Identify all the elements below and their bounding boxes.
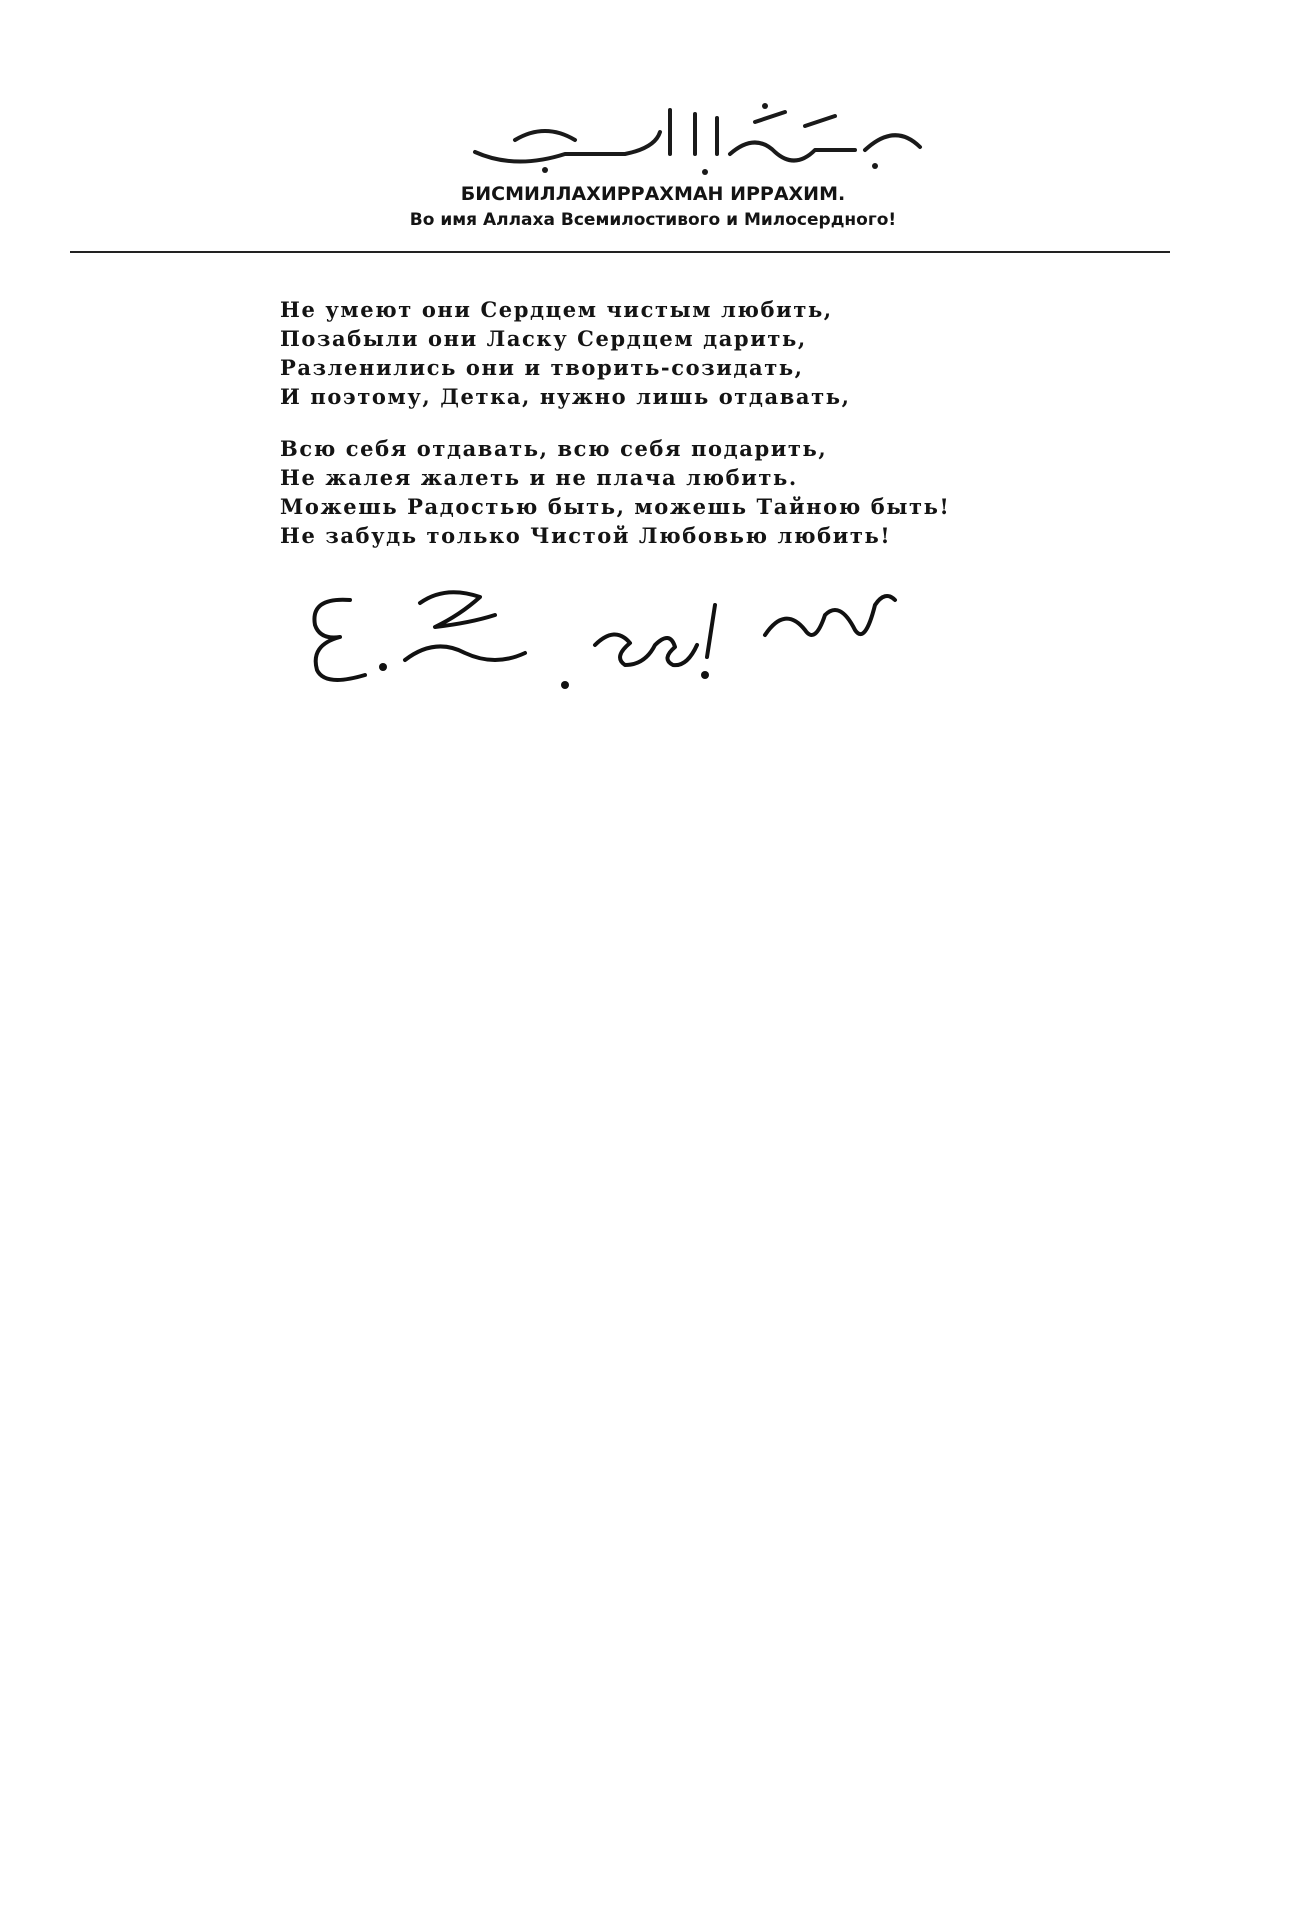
header-divider bbox=[70, 251, 1170, 253]
poem-line: Всю себя отдавать, всю себя подарить, bbox=[280, 436, 828, 461]
poem-line: И поэтому, Детка, нужно лишь отдавать, bbox=[280, 384, 851, 409]
poem-line: Можешь Радостью быть, можешь Тайною быть! bbox=[280, 494, 951, 519]
poem-stanza-1 bbox=[280, 295, 851, 411]
poem-line: Разленились они и творить-созидать, bbox=[280, 355, 804, 380]
page-header-title: БИСМИЛЛАХИРРАХМАН ИРРАХИМ. bbox=[460, 183, 846, 205]
poem-line: Не жалея жалеть и не плача любить. bbox=[280, 465, 798, 490]
poem-stanza-2 bbox=[280, 434, 950, 550]
handwritten-signature bbox=[295, 575, 915, 705]
poem-line: Позабыли они Ласку Сердцем дарить, bbox=[280, 326, 807, 351]
page-header-subtitle: Во имя Аллаха Всемилостивого и Милосердного! bbox=[409, 210, 897, 230]
poem-line: Не умеют они Сердцем чистым любить, bbox=[280, 297, 833, 322]
poem-line: Не забудь только Чистой Любовью любить! bbox=[280, 523, 892, 548]
bismillah-calligraphy bbox=[455, 92, 935, 178]
